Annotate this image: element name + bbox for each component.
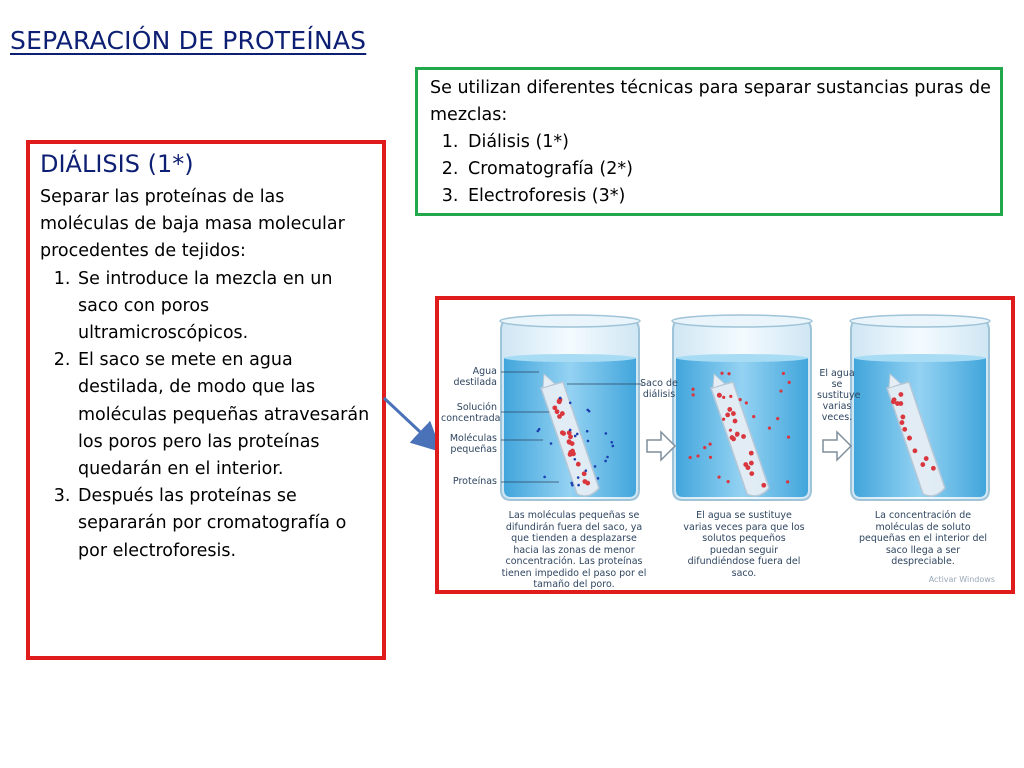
protein-dot bbox=[717, 476, 720, 479]
dialisis-step-2: 2. El saco se mete en agua destilada, de modo que las moléculas pequeñas atravesarán los poros pero las proteínas quedarán en el interior. bbox=[76, 347, 376, 483]
protein-dot bbox=[907, 436, 912, 441]
protein-dot bbox=[913, 448, 918, 453]
dialisis-step-3: 3. Después las proteínas se separarán por cromatografía o por electroforesis. bbox=[76, 483, 376, 565]
protein-dot bbox=[727, 372, 730, 375]
protein-dot bbox=[692, 393, 695, 396]
protein-dot bbox=[731, 411, 736, 416]
small-molecule-dot bbox=[604, 460, 607, 463]
protein-dot bbox=[752, 415, 755, 418]
protein-dot bbox=[691, 388, 694, 391]
small-molecule-dot bbox=[610, 441, 613, 444]
protein-dot bbox=[761, 483, 766, 488]
label-agua-sustituye: El agua se sustituye varias veces. bbox=[817, 368, 861, 423]
protein-dot bbox=[582, 471, 587, 476]
small-molecule-dot bbox=[576, 433, 579, 436]
protein-dot bbox=[731, 437, 736, 442]
label-proteinas: Proteínas bbox=[452, 476, 497, 487]
protein-dot bbox=[725, 413, 730, 418]
protein-dot bbox=[735, 434, 738, 437]
flow-arrow-2 bbox=[823, 432, 851, 460]
page-title: SEPARACIÓN DE PROTEÍNAS bbox=[10, 26, 367, 55]
label-agua-destilada: Agua destilada bbox=[453, 366, 497, 388]
protein-dot bbox=[582, 479, 587, 484]
small-molecule-dot bbox=[586, 430, 589, 433]
small-molecule-dot bbox=[569, 429, 572, 432]
caption-1: Las moléculas pequeñas se difundirán fuera del saco, ya que tienden a desplazarse hacia las zonas de menor concentración. Las proteínas tienen impedido el paso por el tamaño del poro. bbox=[501, 510, 647, 590]
protein-dot bbox=[776, 417, 779, 420]
protein-dot bbox=[722, 418, 725, 421]
label-moleculas-pequenas: Moléculas pequeñas bbox=[449, 433, 497, 455]
small-molecule-dot bbox=[606, 456, 609, 459]
protein-dot bbox=[717, 393, 722, 398]
protein-dot bbox=[696, 454, 699, 457]
dialisis-description: Separar las proteínas de las moléculas de baja masa molecular procedentes de tejidos: bbox=[40, 187, 345, 262]
small-molecule-dot bbox=[577, 476, 580, 479]
protein-dot bbox=[555, 409, 560, 414]
protein-dot bbox=[722, 396, 725, 399]
dialisis-heading: DIÁLISIS (1*) bbox=[40, 150, 194, 178]
techniques-intro: Se utilizan diferentes técnicas para separar sustancias puras de mezclas: bbox=[430, 78, 991, 125]
protein-dot bbox=[560, 430, 565, 435]
protein-dot bbox=[749, 471, 754, 476]
small-molecule-dot bbox=[569, 401, 572, 404]
small-molecule-dot bbox=[585, 469, 588, 472]
small-molecule-dot bbox=[574, 435, 577, 438]
protein-dot bbox=[729, 429, 732, 432]
protein-dot bbox=[745, 401, 748, 404]
protein-dot bbox=[892, 397, 897, 402]
protein-dot bbox=[898, 401, 903, 406]
protein-dot bbox=[729, 395, 732, 398]
protein-dot bbox=[709, 456, 712, 459]
protein-dot bbox=[924, 456, 929, 461]
protein-dot bbox=[727, 480, 730, 483]
technique-item-cromatografia: 2. Cromatografía (2*) bbox=[464, 156, 992, 183]
dialysis-figure bbox=[435, 296, 1015, 594]
protein-dot bbox=[746, 465, 751, 470]
small-molecule-dot bbox=[550, 442, 553, 445]
protein-dot bbox=[567, 439, 572, 444]
technique-item-electroforesis: 3. Electroforesis (3*) bbox=[464, 183, 992, 210]
small-molecule-dot bbox=[605, 432, 608, 435]
small-molecule-dot bbox=[559, 397, 562, 400]
technique-item-dialisis: 1. Diálisis (1*) bbox=[464, 129, 992, 156]
protein-dot bbox=[931, 466, 936, 471]
flow-arrow-1 bbox=[647, 432, 675, 460]
protein-dot bbox=[786, 480, 789, 483]
watermark: Activar Windows bbox=[928, 575, 995, 584]
small-molecule-dot bbox=[577, 484, 580, 487]
protein-dot bbox=[749, 461, 754, 466]
protein-dot bbox=[779, 389, 782, 392]
small-molecule-dot bbox=[594, 465, 597, 468]
protein-dot bbox=[727, 407, 732, 412]
label-saco-dialisis: Saco de diálisis bbox=[640, 378, 678, 400]
small-molecule-dot bbox=[597, 477, 600, 480]
protein-dot bbox=[720, 372, 723, 375]
protein-dot bbox=[920, 462, 925, 467]
protein-dot bbox=[787, 435, 790, 438]
protein-dot bbox=[703, 446, 706, 449]
small-molecule-dot bbox=[537, 430, 540, 433]
protein-dot bbox=[576, 462, 581, 467]
protein-dot bbox=[900, 420, 905, 425]
protein-dot bbox=[902, 427, 907, 432]
small-molecule-dot bbox=[543, 476, 546, 479]
protein-dot bbox=[782, 372, 785, 375]
label-solucion-concentrada: Solución concentrada bbox=[441, 402, 501, 424]
small-molecule-dot bbox=[612, 445, 615, 448]
small-molecule-dot bbox=[588, 410, 591, 413]
protein-dot bbox=[709, 442, 712, 445]
protein-dot bbox=[788, 381, 791, 384]
protein-dot bbox=[900, 415, 905, 420]
protein-dot bbox=[733, 419, 738, 424]
caption-2: El agua se sustituye varias veces para que los solutos pequeños puedan seguir difundiéndose fuera del saco. bbox=[683, 510, 805, 579]
protein-dot bbox=[749, 451, 754, 456]
protein-dot bbox=[739, 398, 742, 401]
protein-dot bbox=[560, 411, 565, 416]
small-molecule-dot bbox=[574, 458, 577, 461]
protein-dot bbox=[689, 456, 692, 459]
protein-dot bbox=[741, 434, 746, 439]
caption-3: La concentración de moléculas de soluto pequeñas en el interior del saco llega a ser despreciable. bbox=[859, 510, 987, 567]
protein-dot bbox=[768, 426, 771, 429]
small-molecule-dot bbox=[587, 440, 590, 443]
protein-dot bbox=[899, 392, 904, 397]
small-molecule-dot bbox=[571, 484, 574, 487]
protein-dot bbox=[568, 450, 573, 455]
dialisis-step-1: 1. Se introduce la mezcla en un saco con poros ultramicroscópicos. bbox=[76, 266, 376, 348]
protein-dot bbox=[567, 430, 572, 435]
